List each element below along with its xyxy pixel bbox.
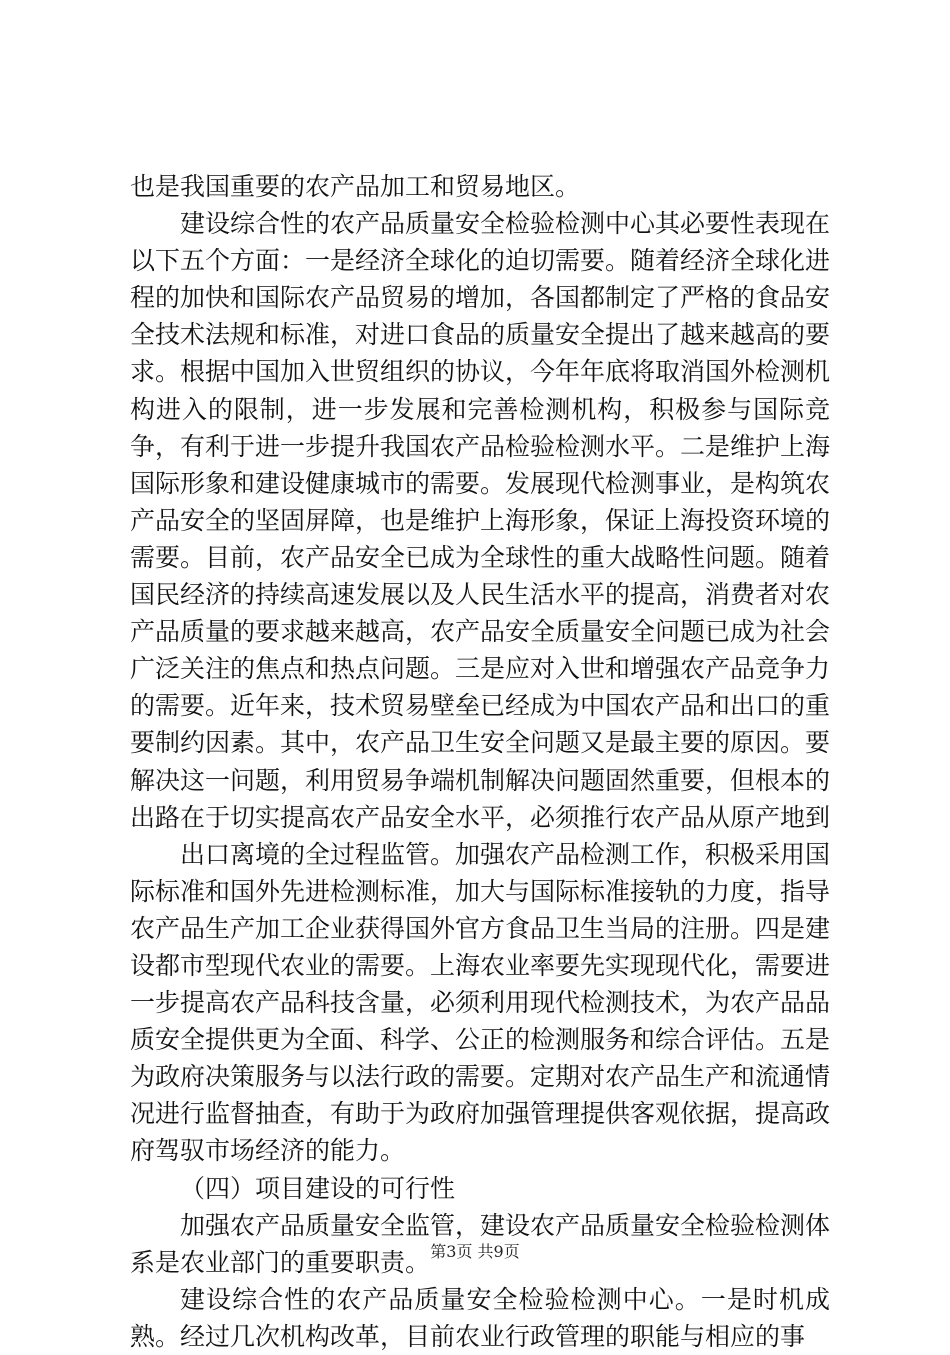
paragraph-3: 出口离境的全过程监管。加强农产品检测工作，积极采用国际标准和国外先进检测标准，加大与国际标准接轨的力度，指导农产品生产加工企业获得国外官方食品卫生当局的注册。四是建设都市型现代农业的需要。上海农业率要先实现现代化，需要进一步提高农产品科技含量，必须利用现代检测技术，为农产品品质安全提供更为全面、科学、公正的检测服务和综合评估。五是为政府决策服务与以法行政的需要。定期对农产品生产和流通情况进行监督抽查，有助于为政府加强管理提供客观依据，提高政府驾驭市场经济的能力。 xyxy=(130,839,831,1166)
paragraph-5: 建设综合性的农产品质量安全检验检测中心。一是时机成熟。经过几次机构改革，目前农业行政管理的职能与相应的事 xyxy=(130,1284,830,1351)
paragraph-4: 加强农产品质量安全监管，建设农产品质量安全检验检测体系是农业部门的重要职责。 xyxy=(130,1210,831,1277)
section-heading: （四）项目建设的可行性 xyxy=(180,1173,456,1203)
document-page xyxy=(130,168,830,1355)
paragraph-1: 也是我国重要的农产品加工和贸易地区。 xyxy=(130,172,581,201)
paragraph-2: 建设综合性的农产品质量安全检验检测中心其必要性表现在以下五个方面：一是经济全球化的迫切需要。随着经济全球化进程的加快和国际农产品贸易的增加，各国都制定了严格的食品安全技术法规和标准，对进口食品的质量安全提出了越来越高的要求。根据中国加入世贸组织的协议，今年年底将取消国外检测机构进入的限制，进一步发展和完善检测机构，积极参与国际竞争，有利于进一步提升我国农产品检验检测水平。二是维护上海国际形象和建设健康城市的需要。发展现代检测事业，是构筑农产品安全的坚固屏障，也是维护上海形象，保证上海投资环境的需要。目前，农产品安全已成为全球性的重大战略性问题。随着国民经济的持续高速发展以及人民生活水平的提高，消费者对农产品质量的要求越来越高，农产品安全质量安全问题已成为社会广泛关注的焦点和热点问题。三是应对入世和增强农产品竞争力的需要。近年来，技术贸易壁垒已经成为中国农产品和出口的重要制约因素。其中，农产品卫生安全问题又是最主要的原因。要解决这一问题，利用贸易争端机制解决问题固然重要，但根本的出路在于切实提高农产品安全水平，必须推行农产品从原产地到 xyxy=(130,209,831,832)
page-footer xyxy=(0,1242,950,1262)
page-number: 第3页 共9页 xyxy=(430,1242,520,1261)
